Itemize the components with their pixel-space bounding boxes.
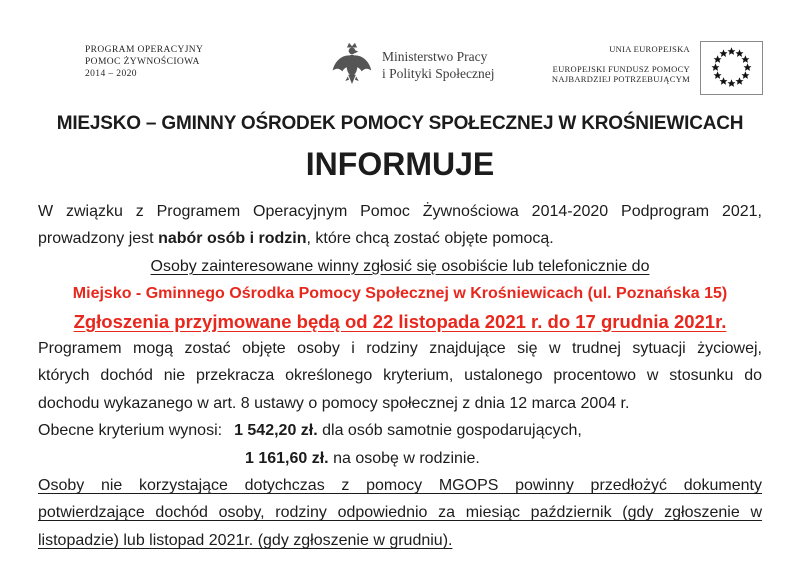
paragraph3-line1: Osoby nie korzystające dotychczas z pomocy MGOPS powinny przedłożyć dokumenty xyxy=(38,477,762,495)
eu-flag-icon xyxy=(700,41,763,100)
eu-label-line1: UNIA EUROPEJSKA xyxy=(609,44,690,54)
paragraph3-line3: listopadzie) lub listopad 2021r. (gdy zgłoszenie w grudniu). xyxy=(38,531,453,549)
page-subtitle: INFORMUJE xyxy=(305,146,495,182)
polish-eagle-icon xyxy=(331,40,373,91)
criterion-line2 xyxy=(38,445,762,472)
eu-funds-label xyxy=(552,44,690,85)
announcement-text xyxy=(38,198,762,554)
paragraph3-line2: potwierdzające dochód osoby, rodziny odpowiednio za miesiąc październik (gdy zgłoszenie w xyxy=(38,504,762,522)
program-operacyjny-logo xyxy=(85,44,203,80)
page-title: MIEJSKO – GMINNY OŚRODEK POMOCY SPOŁECZNEJ W KROŚNIEWICACH xyxy=(56,113,744,134)
paragraph2-line1: Programem mogą zostać objęte osoby i rodziny znajdujące się w trudnej sytuacji życiowej, xyxy=(38,340,762,358)
program-logo-line2: POMOC ŻYWNOŚCIOWA xyxy=(85,57,200,67)
paragraph1-line2-bold: nabór osób i rodzin xyxy=(158,230,307,248)
eu-label-line2: EUROPEJSKI FUNDUSZ POMOCY xyxy=(552,63,690,74)
ministry-name-line1: Ministerstwo Pracy xyxy=(382,49,488,64)
submission-dates-line: Zgłoszenia przyjmowane będą od 22 listopada 2021 r. do 17 grudnia 2021r. xyxy=(73,310,727,332)
criterion-single-text: dla osób samotnie gospodarujących, xyxy=(317,422,582,440)
criterion-family-text: na osobę w rodzinie. xyxy=(328,449,480,467)
criterion-label: Obecne kryterium wynosi: xyxy=(38,422,223,440)
paragraph2-line3: dochodu wykazanego w art. 8 ustawy o pomocy społecznej z dnia 12 marca 2004 r. xyxy=(38,394,630,412)
criterion-line1 xyxy=(38,417,762,444)
announcement-body xyxy=(38,112,762,554)
program-logo-line3: 2014 – 2020 xyxy=(85,69,137,79)
program-logo-line1: PROGRAM OPERACYJNY xyxy=(85,45,204,55)
ministry-logo xyxy=(331,40,495,91)
contact-instruction-line: Osoby zainteresowane winny zgłosić się osobiście lub telefonicznie do xyxy=(150,257,650,275)
paragraph1-line2-pre: prowadzony jest xyxy=(38,230,159,248)
paragraph1-line1: W związku z Programem Operacyjnym Pomoc Żywnościowa 2014-2020 Podprogram 2021, xyxy=(38,203,762,220)
eu-label-line3: NAJBARDZIEJ POTRZEBUJĄCYM xyxy=(551,74,690,84)
office-address-line: Miejsko - Gminnego Ośrodka Pomocy Społecznej w Krośniewicach (ul. Poznańska 15) xyxy=(72,285,728,303)
paragraph2-line2: których dochód nie przekracza określonego kryterium, ustalonego procentowo w stosunku do xyxy=(38,367,762,385)
header-logos xyxy=(0,0,800,108)
ministry-name-line2: i Polityki Społecznej xyxy=(382,65,495,81)
criterion-amount-single: 1 542,20 zł. xyxy=(234,422,318,440)
paragraph1-line2 xyxy=(38,225,762,252)
ministry-name xyxy=(382,49,495,82)
criterion-amount-family: 1 161,60 zł. xyxy=(245,449,329,467)
paragraph1-line2-post: , które chcą zostać objęte pomocą. xyxy=(306,230,554,248)
